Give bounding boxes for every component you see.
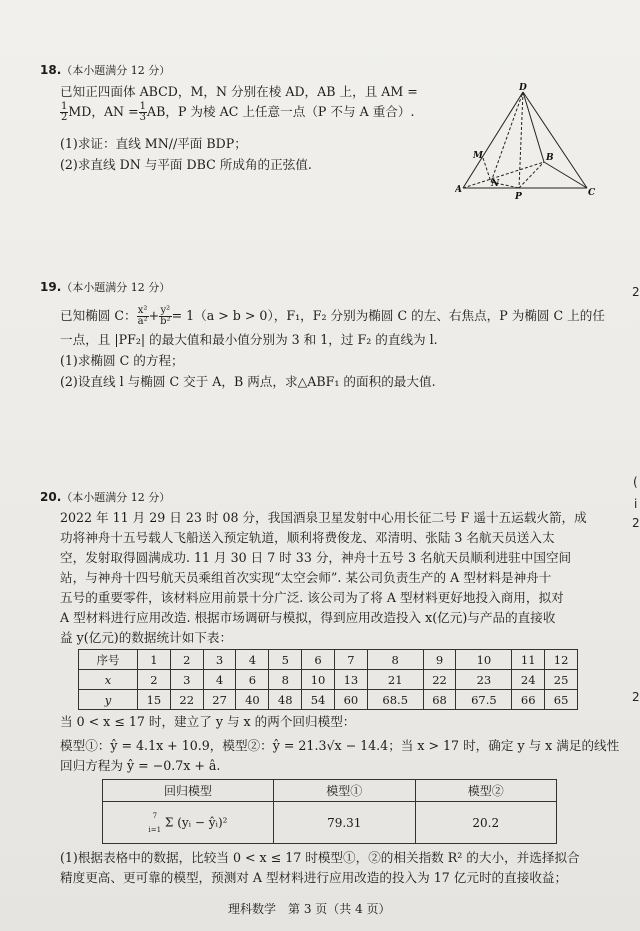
table-cell: 79.31 (274, 802, 416, 844)
label-N: N (491, 179, 500, 189)
q19-part2: (2)设直线 l 与椭圆 C 交于 A，B 两点，求△ABF₁ 的面积的最大值. (60, 374, 436, 389)
q18-score-note: （本小题满分 12 分） (61, 64, 171, 77)
table-cell: 4 (236, 650, 269, 670)
q19-line2: 一点，且 |PF₂| 的最大值和最小值分别为 3 和 1，过 F₂ 的直线为 l. (60, 332, 438, 347)
q18-frac-third: $\frac{1}{3}$ (139, 101, 147, 123)
table-cell: 模型① (274, 780, 416, 802)
q19-part1: (1)求椭圆 C 的方程； (60, 353, 184, 368)
label-P: P (515, 192, 522, 202)
table-cell: 7 (334, 650, 367, 670)
q19-number: 19. (40, 280, 62, 294)
q20-part1b: 精度更高、更可靠的模型，预测对 A 型材料进行应用改造的投入为 17 亿元时的直接收益； (60, 870, 568, 885)
q20-header (40, 487, 170, 507)
q19-line1: 已知椭圆 C： $\frac{\text{x²}}{\text{a²}}$ + $\frac{\text{y²}}{\text{b²}}$ = 1（a > b > 0），F₁，F₂ 分别为椭圆 C 的左、右焦点，P 为椭圆 C 上的任 (60, 305, 605, 327)
edge-mark: 2 (632, 516, 640, 530)
table-cell: 65 (545, 690, 578, 710)
table-cell: 12 (545, 650, 578, 670)
edge-mark: ( (633, 475, 638, 489)
table-cell: 5 (269, 650, 302, 670)
table-cell: 48 (269, 690, 302, 710)
q20-para-6: 益 y(亿元)的数据统计如下表： (60, 630, 233, 645)
label-C: C (588, 188, 596, 198)
table-cell: 6 (236, 670, 269, 690)
table-cell: 23 (456, 670, 512, 690)
table-cell: 54 (302, 690, 335, 710)
table-cell: 10 (456, 650, 512, 670)
q19-score-note: （本小题满分 12 分） (61, 281, 171, 294)
q18-part2: (2)求直线 DN 与平面 DBC 所成角的正弦值. (60, 157, 312, 172)
sum-upper: 7 (152, 811, 158, 820)
table-cell: 8 (269, 670, 302, 690)
table-cell: 21 (367, 670, 423, 690)
q20-para-2: 空，发射取得圆满成功. 11 月 30 日 7 时 33 分，神舟十五号 3 名航天员顺利进驻中国空间 (60, 550, 572, 565)
table-cell: 67.5 (456, 690, 512, 710)
label-D: D (519, 83, 527, 93)
table-cell: 11 (512, 650, 545, 670)
tetrahedron-figure (455, 80, 605, 205)
table-cell: 60 (334, 690, 367, 710)
table-cell: 40 (236, 690, 269, 710)
table-row (103, 780, 557, 802)
table-cell-sum (103, 802, 274, 844)
table-cell: 68.5 (367, 690, 423, 710)
table-cell: 序号 (79, 650, 138, 670)
table-cell: 27 (203, 690, 236, 710)
table-row-header (79, 650, 578, 670)
table-cell: 2 (138, 670, 171, 690)
q20-after3: 回归方程为 ŷ = −0.7x + â. (60, 758, 221, 773)
table-cell: 66 (512, 690, 545, 710)
q20-para-1: 功将神舟十五号载人飞船送入预定轨道，顺利将费俊龙、邓清明、张陆 3 名航天员送入太 (60, 530, 555, 545)
table-row-x (79, 670, 578, 690)
q19-frac-y: $\frac{\text{y²}}{\text{b²}}$ (160, 305, 171, 327)
page-footer: 理科数学 第 3 页（共 4 页） (228, 902, 391, 916)
edge-mark: 2 (632, 285, 640, 299)
table-cell: 22 (170, 690, 203, 710)
table-cell: x (79, 670, 138, 690)
q18-part1: (1)求证：直线 MN//平面 BDP； (60, 136, 247, 151)
q18-number: 18. (40, 63, 62, 77)
label-B: B (546, 153, 554, 163)
table-cell: 3 (170, 670, 203, 690)
q20-after1: 当 0 < x ≤ 17 时，建立了 y 与 x 的两个回归模型： (60, 714, 356, 729)
edge-mark: 2 (632, 690, 640, 704)
table-cell: y (79, 690, 138, 710)
table-row (103, 802, 557, 844)
q19-frac-x: $\frac{\text{x²}}{\text{a²}}$ (137, 305, 148, 327)
table-cell: 20.2 (415, 802, 557, 844)
q20-para-4: 五号的重要零件，该材料应用前景十分广泛. 该公司为了将 A 型材料更好地投入商用，拟对 (60, 590, 564, 605)
table-cell: 模型② (415, 780, 557, 802)
q18-header (40, 60, 170, 80)
q20-para-0: 2022 年 11 月 29 日 23 时 08 分，我国酒泉卫星发射中心用长征二号 F 遥十五运载火箭，成 (60, 510, 587, 525)
label-A: A (455, 185, 462, 195)
q20-part1a: (1)根据表格中的数据，比较当 0 < x ≤ 17 时模型①，②的相关指数 R² 的大小，并选择拟合 (60, 850, 580, 865)
table-cell: 6 (302, 650, 335, 670)
table-cell: 3 (203, 650, 236, 670)
regression-table (102, 779, 557, 844)
q20-para-5: A 型材料进行应用改造. 根据市场调研与模拟，得到应用改造投入 x(亿元)与产品的直接收 (60, 610, 556, 625)
table-cell: 8 (367, 650, 423, 670)
table-cell: 68 (423, 690, 456, 710)
table-cell: 25 (545, 670, 578, 690)
sum-expression: Σ (yᵢ − ŷᵢ)² (164, 815, 228, 829)
table-cell: 22 (423, 670, 456, 690)
q20-score-note: （本小题满分 12 分） (61, 491, 171, 504)
q18-frac-half: $\frac{1}{2}$ (61, 101, 68, 123)
table-cell: 回归模型 (103, 780, 274, 802)
table-row-y (79, 690, 578, 710)
q20-number: 20. (40, 490, 62, 504)
q18-line1: 已知正四面体 ABCD，M，N 分别在棱 AD，AB 上，且 AM = (60, 84, 418, 99)
sum-lower: i=1 (148, 825, 162, 834)
data-table (78, 649, 578, 710)
q18-line2: $\frac{1}{2}$ MD，AN = $\frac{1}{3}$ AB，P 为棱 AC 上任意一点（P 不与 A 重合）. (61, 101, 415, 123)
table-cell: 4 (203, 670, 236, 690)
table-cell: 15 (138, 690, 171, 710)
table-cell: 2 (170, 650, 203, 670)
table-cell: 24 (512, 670, 545, 690)
table-cell: 1 (138, 650, 171, 670)
edge-mark: i (634, 497, 638, 511)
table-cell: 9 (423, 650, 456, 670)
table-cell: 10 (302, 670, 335, 690)
q20-after2: 模型①：ŷ = 4.1x + 10.9，模型②：ŷ = 21.3√x − 14.4；当 x > 17 时，确定 y 与 x 满足的线性 (60, 738, 620, 753)
q20-para-3: 站，与神舟十四号航天员乘组首次实现“太空会师”. 某公司负责生产的 A 型材料是神舟十 (60, 570, 552, 585)
q19-header (40, 277, 170, 297)
label-M: M (473, 151, 483, 161)
table-cell: 13 (334, 670, 367, 690)
